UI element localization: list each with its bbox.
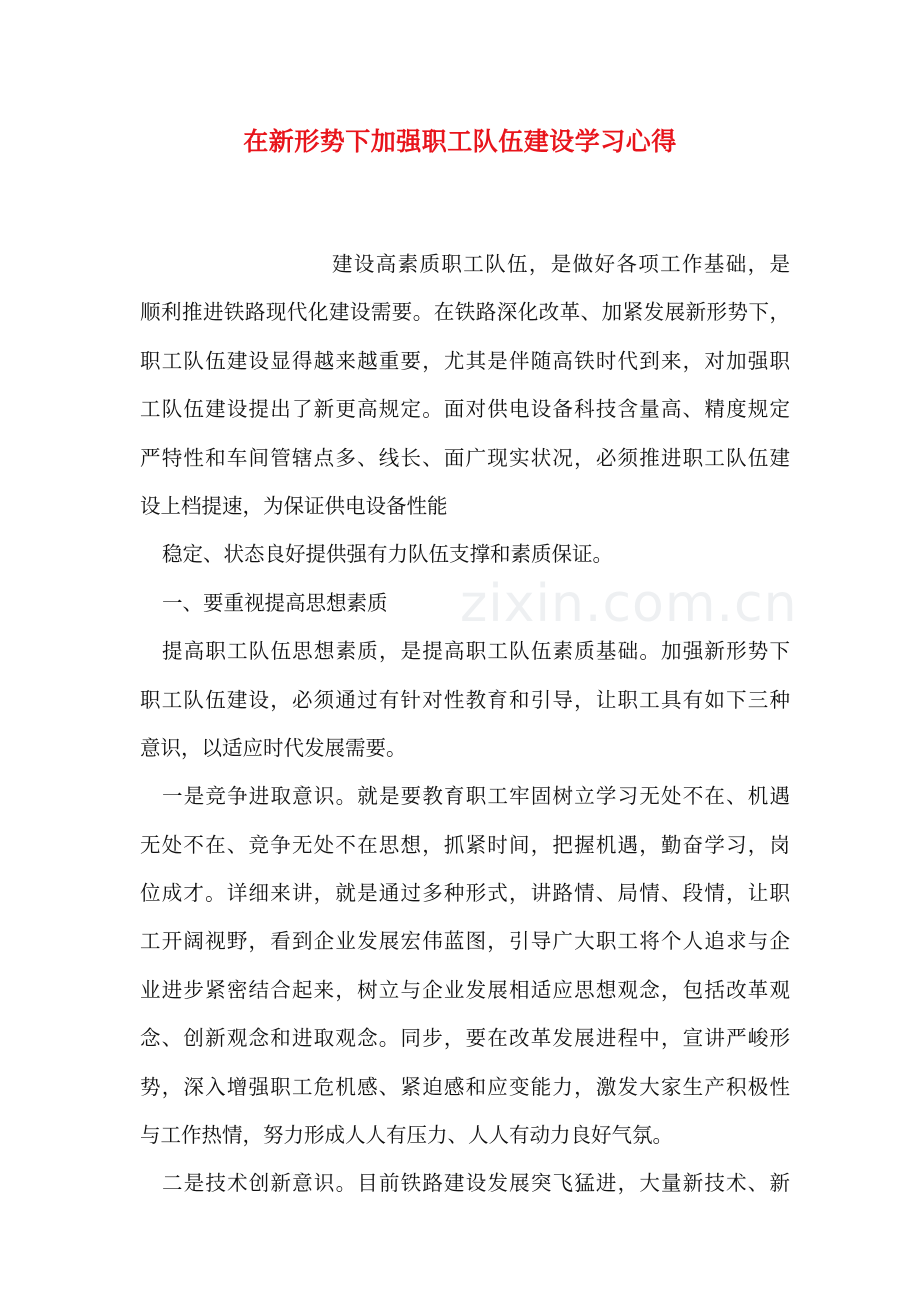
section-heading: 一、要重视提高思想素质 [162,590,388,615]
paragraph-line: 无处不在、竞争无处不在思想，抓紧时间，把握机遇，勤奋学习，岗 [140,832,790,857]
paragraph-line: 工队伍建设提出了新更高规定。面对供电设备科技含量高、精度规定 [140,397,790,422]
paragraph-line: 位成才。详细来讲，就是通过多种形式，讲路情、局情、段情，让职 [140,881,790,906]
paragraph-line: 设上档提速，为保证供电设备性能 [140,493,448,518]
paragraph-line: 提高职工队伍思想素质，是提高职工队伍素质基础。加强新形势下 [162,639,790,664]
paragraph-line: 顺利推进铁路现代化建设需要。在铁路深化改革、加紧发展新形势下， [140,300,790,325]
paragraph-line: 念、创新观念和进取观念。同步，要在改革发展进程中，宣讲严峻形 [140,1026,790,1051]
document-body [140,240,798,1208]
paragraph-line: 工开阔视野，看到企业发展宏伟蓝图，引导广大职工将个人追求与企 [140,929,790,954]
paragraph-line: 意识，以适应时代发展需要。 [140,735,407,760]
paragraph-line: 稳定、状态良好提供强有力队伍支撑和素质保证。 [162,542,613,567]
paragraph-line: 建设高素质职工队伍，是做好各项工作基础，是 [332,252,790,276]
paragraph-line: 与工作热情，努力形成人人有压力、人人有动力良好气氛。 [140,1123,673,1148]
paragraph-line: 一是竞争进取意识。就是要教育职工牢固树立学习无处不在、机遇 [162,784,790,809]
paragraph-line: 业进步紧密结合起来，树立与企业发展相适应思想观念，包括改革观 [140,977,790,1002]
paragraph-line: 严特性和车间管辖点多、线长、面广现实状况，必须推进职工队伍建 [140,445,790,470]
paragraph-line: 二是技术创新意识。目前铁路建设发展突飞猛进，大量新技术、新 [162,1171,790,1196]
paragraph-line: 职工队伍建设，必须通过有针对性教育和引导，让职工具有如下三种 [140,687,790,712]
document-title: 在新形势下加强职工队伍建设学习心得 [243,127,677,156]
paragraph-line: 职工队伍建设显得越来越重要，尤其是伴随高铁时代到来，对加强职 [140,348,790,373]
watermark: zixin.com.cn [460,574,798,634]
paragraph-line: 势，深入增强职工危机感、紧迫感和应变能力，激发大家生产积极性 [140,1074,790,1099]
